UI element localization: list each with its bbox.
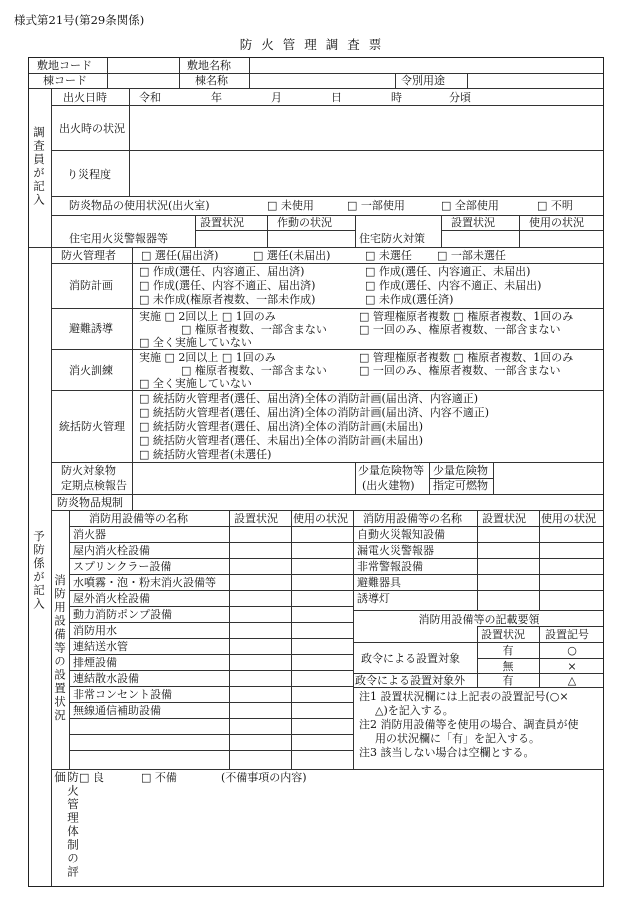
equip-head-install-left: 設置状況 — [234, 512, 278, 525]
equip-item: 屋内消火栓設備 — [73, 544, 150, 557]
dt-hour: 時 — [391, 91, 402, 104]
equip-item: 漏電火災警報器 — [357, 544, 434, 557]
dt-year: 年 — [211, 91, 222, 104]
equip-item: 消火器 — [73, 528, 106, 541]
plan-line-3a: □ 未作成(権原者複数、一部未作成) — [139, 293, 316, 306]
drill-line-3: □ 全く実施していない — [139, 377, 252, 390]
small-hazard-label-2: (出火建物) — [362, 479, 415, 492]
eval-opt-good: □ 良 — [79, 771, 104, 784]
plan-line-2b: □ 作成(選任、内容不適正、未届出) — [365, 279, 542, 292]
drill-line-2b: □ 一回のみ、権原者複数、一部含まない — [359, 364, 561, 377]
eval-opt-deficient: □ 不備 — [141, 771, 177, 784]
equip-item: 自動火災報知設備 — [357, 528, 445, 541]
measure-use-head: 使用の状況 — [529, 216, 584, 229]
manager-opt-1: □ 選任(届出済) — [141, 249, 219, 262]
measure-install-head: 設置状況 — [451, 216, 495, 229]
flameproof-opt-2: □ 一部使用 — [347, 199, 405, 212]
small-hazard-label-1: 少量危険物等 — [358, 464, 424, 477]
equip-item: 屋外消火栓設備 — [73, 592, 150, 605]
alarm-label: 住宅用火災警報器等 — [69, 232, 168, 245]
equip-item: スプリンクラー設備 — [73, 560, 172, 573]
equip-item: 非常警報設備 — [357, 560, 423, 573]
legend-symbol-head: 設置記号 — [545, 628, 589, 641]
dispatch-status-label: 出火時の状況 — [59, 122, 125, 135]
plan-line-3b: □ 未作成(選任済) — [365, 293, 454, 306]
dt-minute: 分頃 — [449, 91, 471, 104]
fire-measure-label: 住宅防火対策 — [359, 232, 425, 245]
evac-line-2b: □ 一回のみ、権原者複数、一部含まない — [359, 323, 561, 336]
equip-head-right: 消防用設備等の名称 — [363, 512, 462, 525]
dt-month: 月 — [271, 91, 282, 104]
equip-item: 誘導灯 — [357, 592, 390, 605]
note-line: 注1 設置状況欄には上記表の設置記号(○× — [359, 690, 569, 703]
flameproof-opt-4: □ 不明 — [537, 199, 573, 212]
alarm-operation-head: 作動の状況 — [277, 216, 332, 229]
small-hazard-label-3: 少量危険物 — [433, 464, 488, 477]
legend-row-2-status: 無 — [502, 660, 514, 673]
unified-line-1: □ 統括防火管理者(選任、届出済)全体の消防計画(届出済、内容適正) — [139, 392, 479, 405]
plan-line-2a: □ 作成(選任、内容不適正、届出済) — [139, 279, 316, 292]
note-line: 用の状況欄に「有」を記入する。 — [375, 732, 540, 745]
form-number: 様式第21号(第29条関係) — [14, 13, 145, 27]
drill-line-2a: □ 権原者複数、一部含まない — [181, 364, 327, 377]
flameproof-opt-3: □ 全部使用 — [441, 199, 499, 212]
legend-row-1-symbol: ○ — [567, 644, 577, 657]
periodic-label-2: 定期点検報告 — [61, 479, 127, 492]
alarm-install-head: 設置状況 — [200, 216, 244, 229]
damage-label: り災程度 — [67, 168, 111, 181]
evac-line-1b: □ 管理権原者複数 □ 権原者複数、1回のみ — [359, 310, 574, 323]
investigator-side-label: 調査員が記入 — [32, 126, 46, 207]
dispatch-time-label: 出火日時 — [63, 91, 107, 104]
equip-head-use-left: 使用の状況 — [293, 512, 348, 525]
flameproof-opt-1: □ 未使用 — [267, 199, 314, 212]
plan-label: 消防計画 — [69, 279, 113, 292]
legend-row-3-symbol: △ — [567, 674, 577, 687]
dt-era: 令和 — [139, 91, 161, 104]
periodic-label-1: 防火対象物 — [61, 464, 116, 477]
prevention-side-label: 予防係が記入 — [32, 530, 46, 611]
drill-line-1a: 実施 □ 2回以上 □ 1回のみ — [139, 351, 276, 364]
manager-opt-4: □ 一部未選任 — [437, 249, 506, 262]
note-line: 注3 該当しない場合は空欄とする。 — [359, 746, 535, 759]
building-name-label: 棟名称 — [195, 74, 228, 87]
equip-item: 水噴霧・泡・粉末消火設備等 — [73, 576, 216, 589]
equip-item: 排煙設備 — [73, 656, 117, 669]
evac-line-3: □ 全く実施していない — [139, 336, 252, 349]
order-use-label: 令別用途 — [401, 74, 445, 87]
note-line: 注2 消防用設備等を使用の場合、調査員が使 — [359, 718, 579, 731]
legend-row-3-status: 有 — [502, 674, 514, 687]
site-name-label: 敷地名称 — [187, 59, 231, 72]
unified-line-2: □ 統括防火管理者(選任、届出済)全体の消防計画(届出済、内容不適正) — [139, 406, 490, 419]
unified-line-4: □ 統括防火管理者(選任、未届出)全体の消防計画(未届出) — [139, 434, 424, 447]
evac-label: 避難誘導 — [69, 322, 113, 335]
note-line: △)を記入する。 — [375, 704, 454, 717]
equip-item: 非常コンセント設備 — [73, 688, 172, 701]
flame-regulation-label: 防炎物品規制 — [57, 496, 123, 509]
evac-line-1a: 実施 □ 2回以上 □ 1回のみ — [139, 310, 276, 323]
plan-line-1b: □ 作成(選任、内容適正、未届出) — [365, 265, 531, 278]
plan-line-1a: □ 作成(選任、内容適正、届出済) — [139, 265, 305, 278]
dt-day: 日 — [331, 91, 342, 104]
small-hazard-label-4: 指定可燃物 — [433, 479, 488, 492]
legend-install-head: 設置状況 — [481, 628, 525, 641]
drill-line-1b: □ 管理権原者複数 □ 権原者複数、1回のみ — [359, 351, 574, 364]
page-title: 防火管理調査票 — [239, 37, 391, 52]
unified-line-5: □ 統括防火管理者(未選任) — [139, 448, 272, 461]
evac-line-2a: □ 権原者複数、一部含まない — [181, 323, 327, 336]
equip-item: 動力消防ポンプ設備 — [73, 608, 172, 621]
survey-form — [28, 57, 604, 887]
legend-row-2-symbol: × — [567, 660, 577, 673]
evaluation-side-label: 防火管理体制の評価 — [53, 771, 80, 879]
flameproof-use-label: 防炎物品の使用状況(出火室) — [69, 199, 210, 212]
legend-nontarget-label: 政令による設置対象外 — [355, 674, 465, 687]
equip-head-install-right: 設置状況 — [482, 512, 526, 525]
eval-deficiency-content: (不備事項の内容) — [221, 771, 307, 784]
equip-item: 消防用水 — [73, 624, 117, 637]
legend-title: 消防用設備等の記載要領 — [418, 613, 540, 626]
equip-item: 避難器具 — [357, 576, 401, 589]
equip-head-use-right: 使用の状況 — [541, 512, 596, 525]
unified-label: 統括防火管理 — [59, 420, 125, 433]
equipment-side-label: 消防用設備等の設置状況 — [53, 574, 67, 723]
equip-item: 連結送水管 — [73, 640, 128, 653]
unified-line-3: □ 統括防火管理者(選任、届出済)全体の消防計画(未届出) — [139, 420, 424, 433]
manager-opt-3: □ 未選任 — [365, 249, 412, 262]
site-code-label: 敷地コード — [37, 59, 92, 72]
legend-target-label: 政令による設置対象 — [361, 652, 460, 665]
drill-label: 消火訓練 — [69, 364, 113, 377]
equip-item: 無線通信補助設備 — [73, 704, 161, 717]
building-code-label: 棟コード — [43, 74, 87, 87]
legend-row-1-status: 有 — [502, 644, 514, 657]
equip-head-left: 消防用設備等の名称 — [89, 512, 188, 525]
manager-opt-2: □ 選任(未届出) — [253, 249, 331, 262]
manager-label: 防火管理者 — [61, 249, 116, 262]
equip-item: 連結散水設備 — [73, 672, 139, 685]
